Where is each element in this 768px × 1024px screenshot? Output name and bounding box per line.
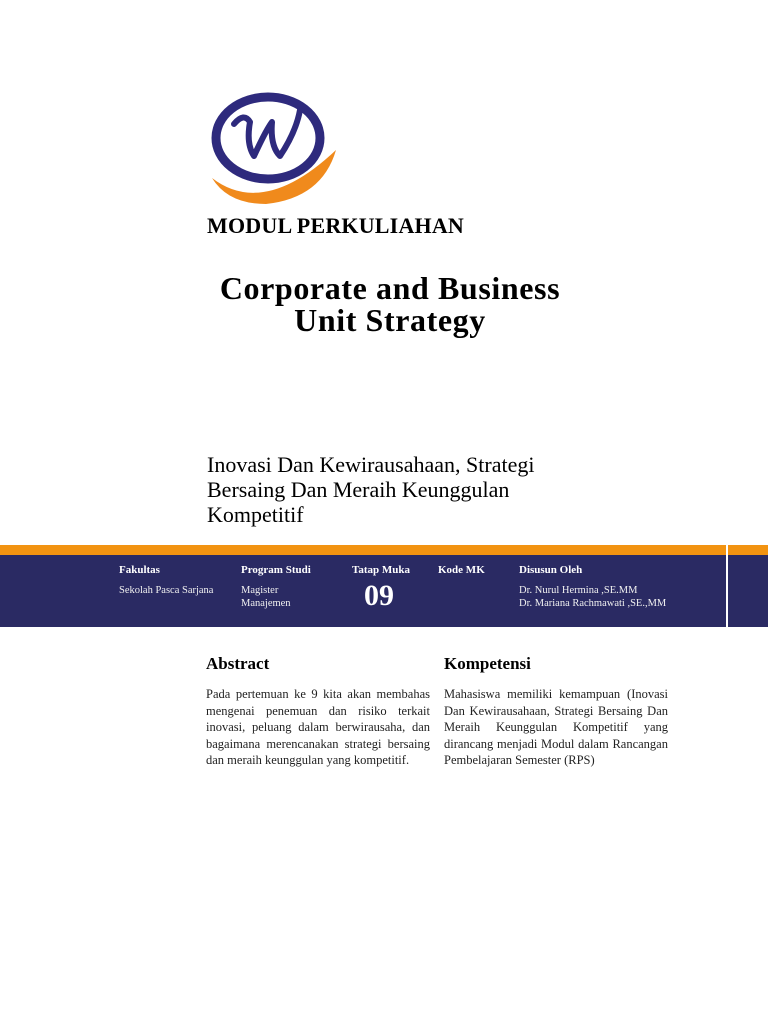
kode-mk-label: Kode MK bbox=[438, 564, 485, 576]
abstract-heading: Abstract bbox=[206, 654, 270, 673]
tatap-muka-value: 09 bbox=[364, 579, 394, 612]
info-band bbox=[0, 555, 768, 627]
kompetensi-heading: Kompetensi bbox=[444, 654, 531, 673]
fakultas-label: Fakultas bbox=[119, 564, 160, 576]
program-studi-label: Program Studi bbox=[241, 564, 311, 576]
abstract-text: Pada pertemuan ke 9 kita akan membahas mengenai penemuan dan risiko terkait inovasi, peluang dalam berwirausaha, dan bagaimana merencanakan strategi bersaing dan meraih keunggulan yang kompetitif. bbox=[206, 687, 430, 767]
subtitle-line: Kompetitif bbox=[207, 502, 304, 527]
program-studi-line: Manajemen bbox=[241, 598, 291, 609]
program-studi-value bbox=[241, 584, 311, 610]
tatap-muka-label: Tatap Muka bbox=[352, 564, 410, 576]
fakultas-value: Sekolah Pasca Sarjana bbox=[119, 585, 214, 596]
program-studi-line: Magister bbox=[241, 585, 279, 596]
subtitle-line: Bersaing Dan Meraih Keunggulan bbox=[207, 477, 510, 502]
author-line: Dr. Mariana Rachmawati ,SE.,MM bbox=[519, 598, 667, 609]
page-title bbox=[180, 272, 600, 336]
orange-band bbox=[0, 545, 768, 555]
info-fakultas bbox=[119, 563, 213, 597]
module-label: MODUL PERKULIAHAN bbox=[207, 213, 465, 238]
subtitle-line: Inovasi Dan Kewirausahaan, Strategi bbox=[207, 452, 535, 477]
title-line: Corporate and Business bbox=[219, 270, 561, 306]
page-subtitle bbox=[207, 452, 607, 527]
info-kode-mk bbox=[438, 563, 485, 584]
info-disusun-oleh bbox=[519, 563, 666, 610]
w-logo-icon bbox=[204, 86, 338, 206]
info-tatap-muka bbox=[352, 563, 410, 611]
title-line: Unit Strategy bbox=[294, 302, 486, 338]
disusun-oleh-value bbox=[519, 584, 666, 610]
info-program-studi bbox=[241, 563, 311, 610]
author-line: Dr. Nurul Hermina ,SE.MM bbox=[519, 585, 638, 596]
kompetensi-text: Mahasiswa memiliki kemampuan (Inovasi Dan Kewirausahaan, Strategi Bersaing Dan Meraih Keunggulan Kompetitif yang dirancang menjadi Modul dalam Rancangan Pembelajaran Semester (RPS) bbox=[444, 687, 668, 767]
disusun-oleh-label: Disusun Oleh bbox=[519, 564, 583, 576]
